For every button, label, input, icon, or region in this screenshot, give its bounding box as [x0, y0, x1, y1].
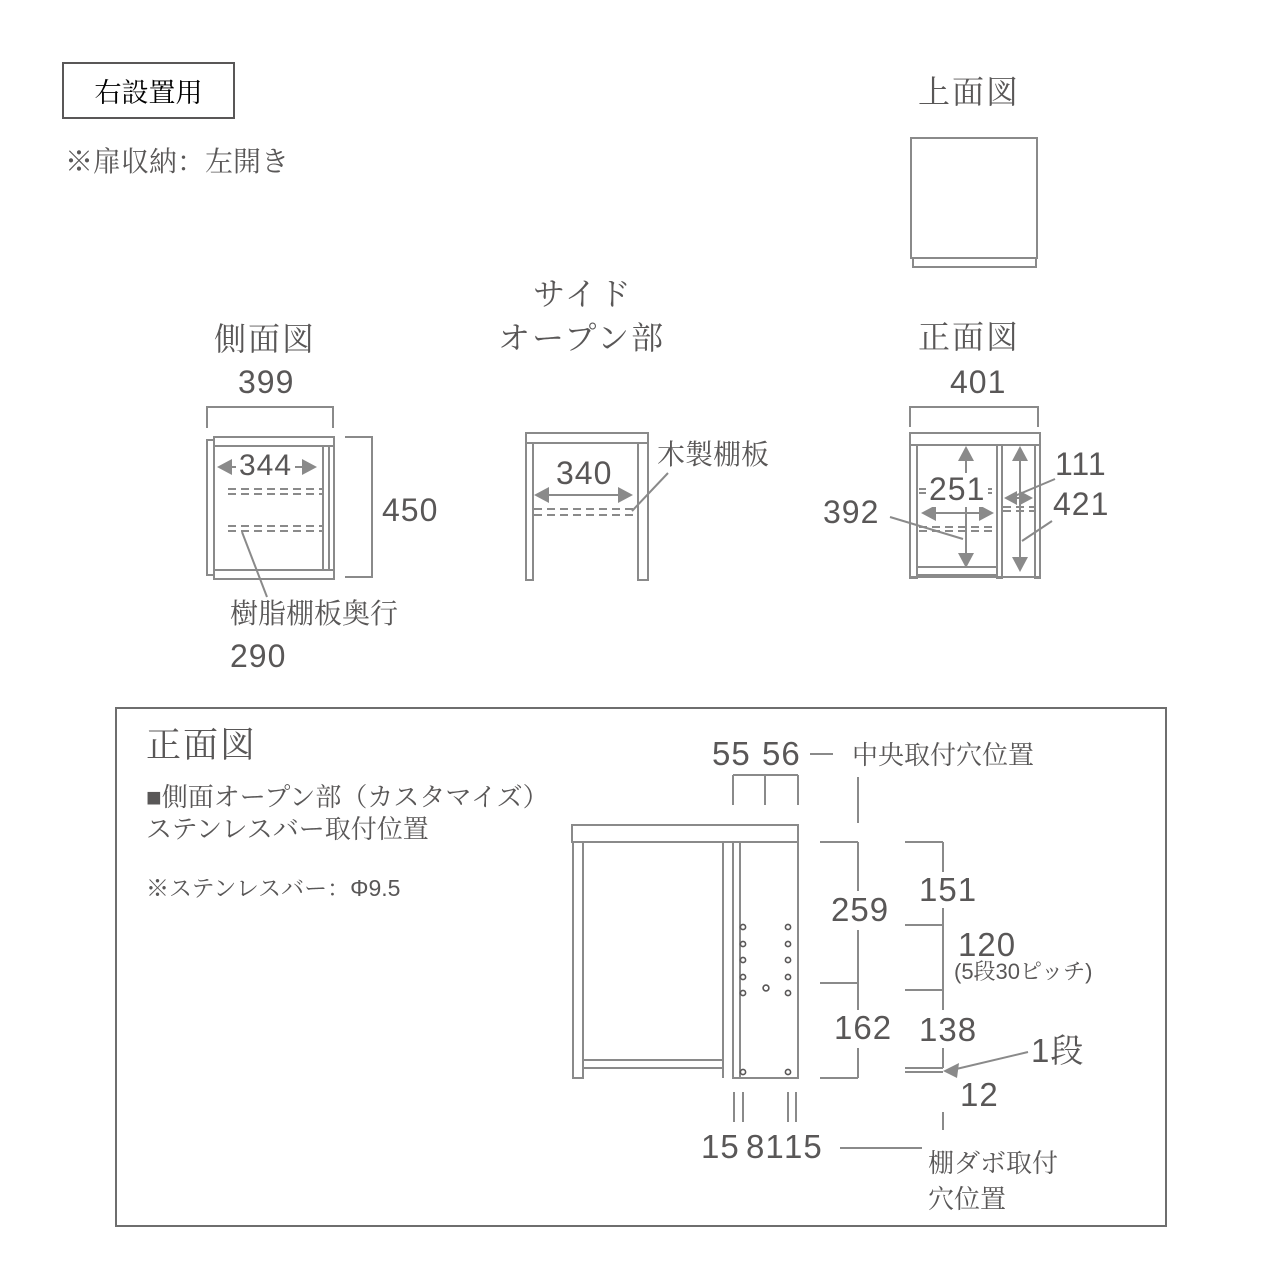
front-view-title: 正面図	[918, 319, 1021, 355]
front-view-side-width-dim: 111	[1055, 446, 1107, 482]
placement-badge-label: 右設置用	[94, 78, 203, 108]
resin-shelf-depth-dim: 290	[230, 638, 287, 674]
detail-right-top-dim: 151	[916, 873, 980, 908]
dowel-hole-label-line1: 棚ダボ取付	[928, 1148, 1059, 1178]
top-view-title: 上面図	[918, 74, 1021, 110]
detail-pitch-note: (5段30ピッチ)	[954, 959, 1093, 984]
front-view-side-height-dim: 421	[1053, 486, 1110, 522]
detail-subtitle-line1: ■側面オープン部（カスタマイズ）	[146, 782, 549, 812]
door-note: ※扉収納：左開き	[65, 146, 290, 177]
side-open-width-dim: 340	[556, 455, 613, 491]
detail-offset-dim: 12	[960, 1076, 999, 1113]
side-open-title-line2: オープン部	[498, 320, 666, 356]
detail-title: 正面図	[146, 726, 258, 765]
side-view-outer-width-dim: 399	[238, 364, 295, 400]
detail-right-bottom-dim: 138	[916, 1013, 980, 1048]
resin-shelf-label: 樹脂棚板奥行	[230, 598, 399, 629]
one-shelf-label: 1段	[1031, 1032, 1085, 1069]
front-view-main-width-dim: 251	[926, 473, 988, 507]
side-view-drawing	[207, 407, 372, 597]
detail-pitch-dim: 120	[958, 926, 1017, 963]
detail-upper-dim: 259	[828, 893, 892, 928]
side-view-inner-width-dim: 344	[236, 450, 295, 482]
hole-dim-right: 15	[784, 1128, 823, 1165]
top-view-drawing	[911, 138, 1037, 267]
front-view-outer-width-dim: 401	[950, 364, 1007, 400]
center-hole-label: 中央取付穴位置	[852, 740, 1035, 770]
front-view-main-height-dim: 392	[823, 494, 880, 530]
hole-dim-center: 81	[746, 1128, 785, 1165]
wood-shelf-label: 木製棚板	[657, 439, 770, 470]
detail-subtitle-line2: ステンレスバー取付位置	[146, 814, 429, 844]
center-hole-dim-right: 56	[762, 735, 801, 772]
hole-dim-left: 15	[701, 1128, 740, 1165]
placement-badge	[62, 62, 235, 119]
center-hole-dim-left: 55	[712, 735, 751, 772]
stainless-bar-note: ※ステンレスバー：Φ9.5	[146, 875, 401, 901]
dowel-hole-label-line2: 穴位置	[928, 1184, 1007, 1214]
side-view-title: 側面図	[214, 321, 317, 357]
side-open-title-line1: サイド	[533, 276, 633, 312]
detail-lower-dim: 162	[831, 1011, 895, 1046]
side-view-height-dim: 450	[382, 492, 439, 528]
